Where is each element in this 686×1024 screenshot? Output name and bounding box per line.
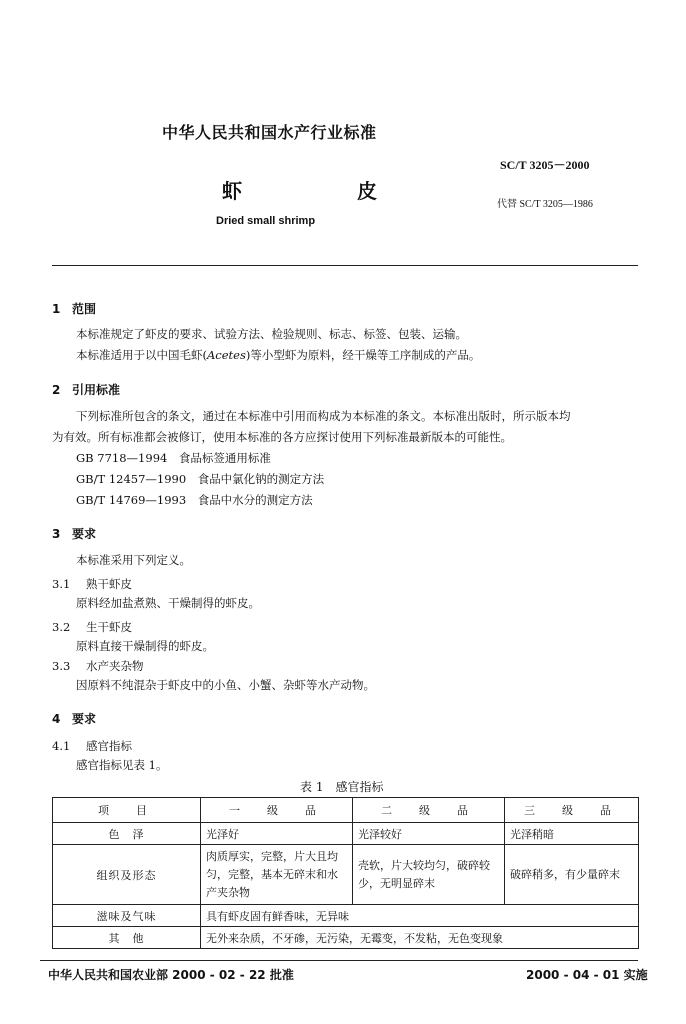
species-name: Acetes — [207, 348, 246, 362]
definition-term — [52, 619, 132, 635]
table-cell-merged: 无外来杂质，不牙碜，无污染，无霉变，不发粘，无色变现象 — [201, 927, 639, 949]
section-number: 2 — [52, 383, 61, 397]
table-cell: 破碎稍多，有少量碎末 — [505, 845, 639, 905]
section-1-para-1: 本标准规定了虾皮的要求、试验方法、检验规则、标志、标签、包装、运输。 — [76, 327, 467, 341]
section-title: 引用标准 — [72, 383, 121, 397]
section-3-heading — [52, 525, 96, 542]
table-row — [53, 905, 639, 927]
table-cell: 光泽较好 — [353, 823, 505, 845]
section-2-para-1-cont: 为有效。所有标准都会被修订，使用本标准的各方应探讨使用下列标准最新版本的可能性。 — [52, 430, 512, 444]
sensory-index-table — [52, 797, 639, 949]
clause-number: 3.1 — [52, 577, 71, 591]
table-cell: 光泽稍暗 — [505, 823, 639, 845]
clause-4-1-text: 感官指标见表 1。 — [76, 758, 168, 772]
table-cell: 壳软，片大较均匀，破碎较少，无明显碎末 — [353, 845, 505, 905]
row-label: 其 他 — [53, 927, 201, 949]
table-header-cell: 三 级 品 — [505, 798, 639, 823]
text-run: )等小型虾为原料，经干燥等工序制成的产品。 — [245, 348, 481, 362]
section-number: 1 — [52, 302, 61, 316]
text-run: 本标准适用于以中国毛虾( — [76, 348, 207, 362]
row-label: 滋味及气味 — [53, 905, 201, 927]
definition-text: 原料直接干燥制得的虾皮。 — [76, 639, 214, 653]
section-2-para-1: 下列标准所包含的条文，通过在本标准中引用而构成为本标准的条文。本标准出版时，所示版本均 — [76, 409, 571, 423]
definition-term — [52, 658, 144, 674]
table-row — [53, 823, 639, 845]
table-row — [53, 927, 639, 949]
clause-number: 3.2 — [52, 620, 71, 634]
section-title: 要求 — [72, 712, 97, 726]
table-header-cell: 二 级 品 — [353, 798, 505, 823]
term-label: 生干虾皮 — [86, 620, 132, 634]
section-1-para-2 — [76, 345, 480, 366]
table-header-row — [53, 798, 639, 823]
reference-item: GB/T 14769—1993 食品中水分的测定方法 — [76, 493, 313, 507]
reference-item: GB 7718—1994 食品标签通用标准 — [76, 451, 271, 465]
row-label: 组织及形态 — [53, 845, 201, 905]
clause-title: 感官指标 — [86, 739, 132, 753]
table-cell: 肉质厚实，完整，片大且均匀，完整，基本无碎末和水产夹杂物 — [201, 845, 353, 905]
table-cell: 光泽好 — [201, 823, 353, 845]
english-title: Dried small shrimp — [216, 215, 316, 227]
row-label: 色 泽 — [53, 823, 201, 845]
definition-term — [52, 576, 132, 592]
section-1-heading — [52, 300, 96, 317]
section-4-heading — [52, 710, 96, 727]
standard-code: SC/T 3205－2000 — [500, 158, 590, 172]
table-cell-merged: 具有虾皮固有鲜香味，无异味 — [201, 905, 639, 927]
reference-item: GB/T 12457—1990 食品中氯化钠的测定方法 — [76, 472, 325, 486]
section-number: 4 — [52, 712, 61, 726]
clause-number: 3.3 — [52, 659, 71, 673]
table-header-cell: 一 级 品 — [201, 798, 353, 823]
clause-number: 4.1 — [52, 739, 71, 753]
definition-text: 原料经加盐煮熟、干燥制得的虾皮。 — [76, 596, 260, 610]
implementation-date: 2000 - 04 - 01 实施 — [526, 968, 648, 982]
clause-4-1-heading — [52, 738, 132, 754]
section-2-heading — [52, 381, 120, 398]
approval-info: 中华人民共和国农业部 2000 - 02 - 22 批准 — [48, 968, 294, 982]
definition-text: 因原料不纯混杂于虾皮中的小鱼、小蟹、杂虾等水产动物。 — [76, 678, 375, 692]
section-3-intro: 本标准采用下列定义。 — [76, 553, 191, 567]
term-label: 水产夹杂物 — [86, 659, 144, 673]
section-number: 3 — [52, 527, 61, 541]
table-caption: 表 1 感官指标 — [300, 780, 384, 794]
header-divider — [52, 265, 638, 266]
table-row — [53, 845, 639, 905]
document-title: 虾 皮 — [222, 179, 431, 203]
table-header-cell: 项 目 — [53, 798, 201, 823]
footer-divider — [40, 960, 638, 961]
section-title: 要求 — [72, 527, 97, 541]
term-label: 熟干虾皮 — [86, 577, 132, 591]
standard-organization: 中华人民共和国水产行业标准 — [162, 123, 377, 142]
section-title: 范围 — [72, 302, 97, 316]
replaces-standard: 代替 SC/T 3205—1986 — [497, 199, 593, 210]
